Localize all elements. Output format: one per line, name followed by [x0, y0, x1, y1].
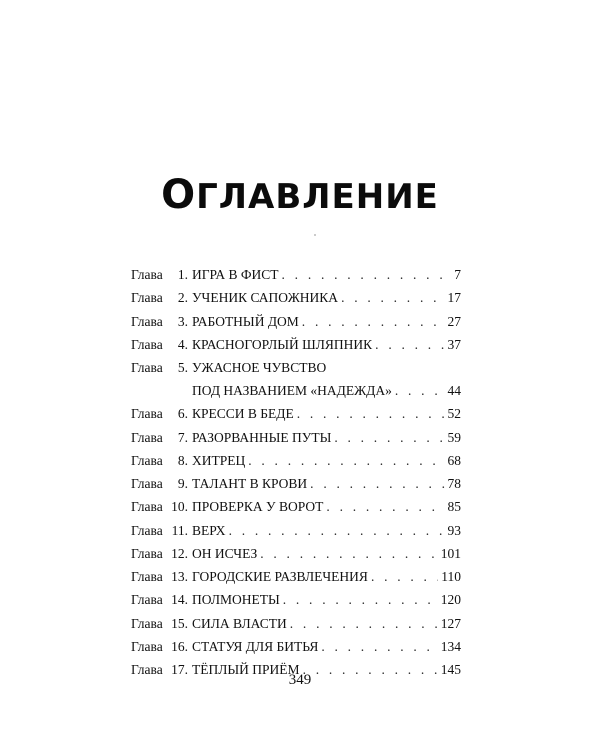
- table-of-contents: [131, 266, 461, 684]
- page-number: 349: [288, 672, 312, 688]
- chapter-page-number: 27: [447, 313, 461, 329]
- chapter-page-number: 127: [440, 615, 461, 631]
- chapter-label: Глава: [131, 499, 163, 515]
- toc-entry: [131, 498, 461, 515]
- chapter-label: Глава: [131, 313, 163, 329]
- toc-entry: [131, 405, 461, 422]
- chapter-number: 1.: [177, 267, 188, 282]
- toc-entry: [131, 359, 461, 399]
- toc-entry: [131, 568, 461, 585]
- chapter-number: 10.: [171, 499, 188, 515]
- chapter-label: Глава: [131, 638, 163, 654]
- toc-entry: [131, 452, 461, 469]
- chapter-page-number: 85: [447, 499, 461, 515]
- paper-speck: [314, 234, 316, 236]
- leader-dots: [229, 522, 445, 539]
- chapter-page-number: 110: [441, 569, 461, 584]
- chapter-title: ОН ИСЧЕЗ: [192, 545, 258, 561]
- chapter-title: ТЁПЛЫЙ ПРИЁМ: [192, 662, 300, 677]
- toc-entry: [131, 638, 461, 655]
- chapter-page-number: 37: [447, 336, 461, 352]
- leader-dots: [395, 382, 445, 399]
- chapter-label: Глава: [131, 406, 163, 422]
- chapter-label: Глава: [131, 592, 163, 608]
- leader-dots: [341, 289, 444, 306]
- chapter-page-number: 78: [447, 476, 461, 491]
- chapter-page-number: 120: [440, 592, 461, 608]
- chapter-label: Глава: [131, 615, 163, 631]
- chapter-title: ГОРОДСКИЕ РАЗВЛЕЧЕНИЯ: [192, 569, 368, 584]
- leader-dots: [371, 568, 438, 585]
- chapter-label: Глава: [131, 267, 163, 282]
- chapter-number: 13.: [171, 569, 188, 584]
- chapter-title-line1: УЖАСНОЕ ЧУВСТВО: [192, 360, 327, 375]
- chapter-number: 12.: [171, 545, 188, 561]
- chapter-page-number: 7: [454, 267, 461, 282]
- chapter-number: 8.: [177, 452, 188, 468]
- chapter-page-number: 93: [447, 522, 461, 538]
- toc-entry: [131, 336, 461, 353]
- chapter-page-number: 145: [440, 662, 461, 677]
- chapter-title: СТАТУЯ ДЛЯ БИТЬЯ: [192, 638, 319, 654]
- leader-dots: [297, 405, 445, 422]
- toc-entry: [131, 591, 461, 608]
- chapter-title: ХИТРЕЦ: [192, 452, 246, 468]
- chapter-title: РАБОТНЫЙ ДОМ: [192, 313, 299, 329]
- chapter-title: ТАЛАНТ В КРОВИ: [192, 476, 308, 491]
- chapter-title: ПОЛМОНЕТЫ: [192, 592, 280, 608]
- toc-entry: [131, 615, 461, 632]
- leader-dots: [290, 615, 438, 632]
- chapter-label: Глава: [131, 662, 163, 677]
- chapter-label: Глава: [131, 476, 163, 491]
- leader-dots: [283, 591, 438, 608]
- chapter-number: 4.: [177, 336, 188, 352]
- chapter-number: 17.: [171, 662, 188, 677]
- chapter-title: КРАСНОГОРЛЫЙ ШЛЯПНИК: [192, 336, 373, 352]
- leader-dots: [375, 336, 444, 353]
- leader-dots: [260, 545, 438, 562]
- leader-dots: [321, 638, 437, 655]
- chapter-number: 11.: [171, 522, 188, 538]
- chapter-number: 9.: [177, 476, 188, 491]
- chapter-title: [192, 359, 392, 399]
- chapter-title: ИГРА В ФИСТ: [192, 267, 279, 282]
- toc-entry: [131, 289, 461, 306]
- chapter-number: 2.: [177, 290, 188, 306]
- chapter-number: 16.: [171, 638, 188, 654]
- chapter-title-line2: ПОД НАЗВАНИЕМ «НАДЕЖДА»: [192, 383, 392, 398]
- chapter-number: 6.: [177, 406, 188, 422]
- chapter-number: 14.: [171, 592, 188, 608]
- chapter-page-number: 134: [440, 638, 461, 654]
- chapter-label: Глава: [131, 360, 163, 375]
- chapter-number: 15.: [171, 615, 188, 631]
- chapter-title: ВЕРХ: [192, 522, 226, 538]
- chapter-label: Глава: [131, 569, 163, 584]
- chapter-number: 7.: [177, 429, 188, 445]
- chapter-label: Глава: [131, 429, 163, 445]
- chapter-title: СИЛА ВЛАСТИ: [192, 615, 287, 631]
- chapter-page-number: 59: [447, 429, 461, 445]
- chapter-label: Глава: [131, 545, 163, 561]
- toc-entry: [131, 429, 461, 446]
- toc-entry: [131, 522, 461, 539]
- title-first-letter: О: [161, 172, 197, 218]
- toc-entry: [131, 266, 461, 283]
- title-rest: ГЛАВЛЕНИЕ: [196, 177, 439, 217]
- chapter-label: Глава: [131, 290, 163, 306]
- leader-dots: [248, 452, 444, 469]
- chapter-page-number: 68: [447, 452, 461, 468]
- chapter-page-number: 52: [447, 406, 461, 422]
- chapter-page-number: 44: [447, 383, 461, 398]
- leader-dots: [326, 498, 444, 515]
- chapter-number: 3.: [177, 313, 188, 329]
- leader-dots: [310, 475, 444, 492]
- chapter-title: КРЕССИ В БЕДЕ: [192, 406, 294, 422]
- page-title: [0, 172, 600, 218]
- leader-dots: [302, 313, 445, 330]
- chapter-label: Глава: [131, 336, 163, 352]
- chapter-title: РАЗОРВАННЫЕ ПУТЫ: [192, 429, 332, 445]
- chapter-title: УЧЕНИК САПОЖНИКА: [192, 290, 339, 306]
- chapter-number: 5.: [177, 360, 188, 375]
- chapter-label: Глава: [131, 452, 163, 468]
- toc-entry: [131, 475, 461, 492]
- toc-entry: [131, 545, 461, 562]
- chapter-label: Глава: [131, 522, 163, 538]
- leader-dots: [282, 266, 446, 283]
- chapter-page-number: 101: [440, 545, 461, 561]
- chapter-title: ПРОВЕРКА У ВОРОТ: [192, 499, 324, 515]
- leader-dots: [334, 429, 444, 446]
- chapter-page-number: 17: [447, 290, 461, 306]
- toc-entry: [131, 313, 461, 330]
